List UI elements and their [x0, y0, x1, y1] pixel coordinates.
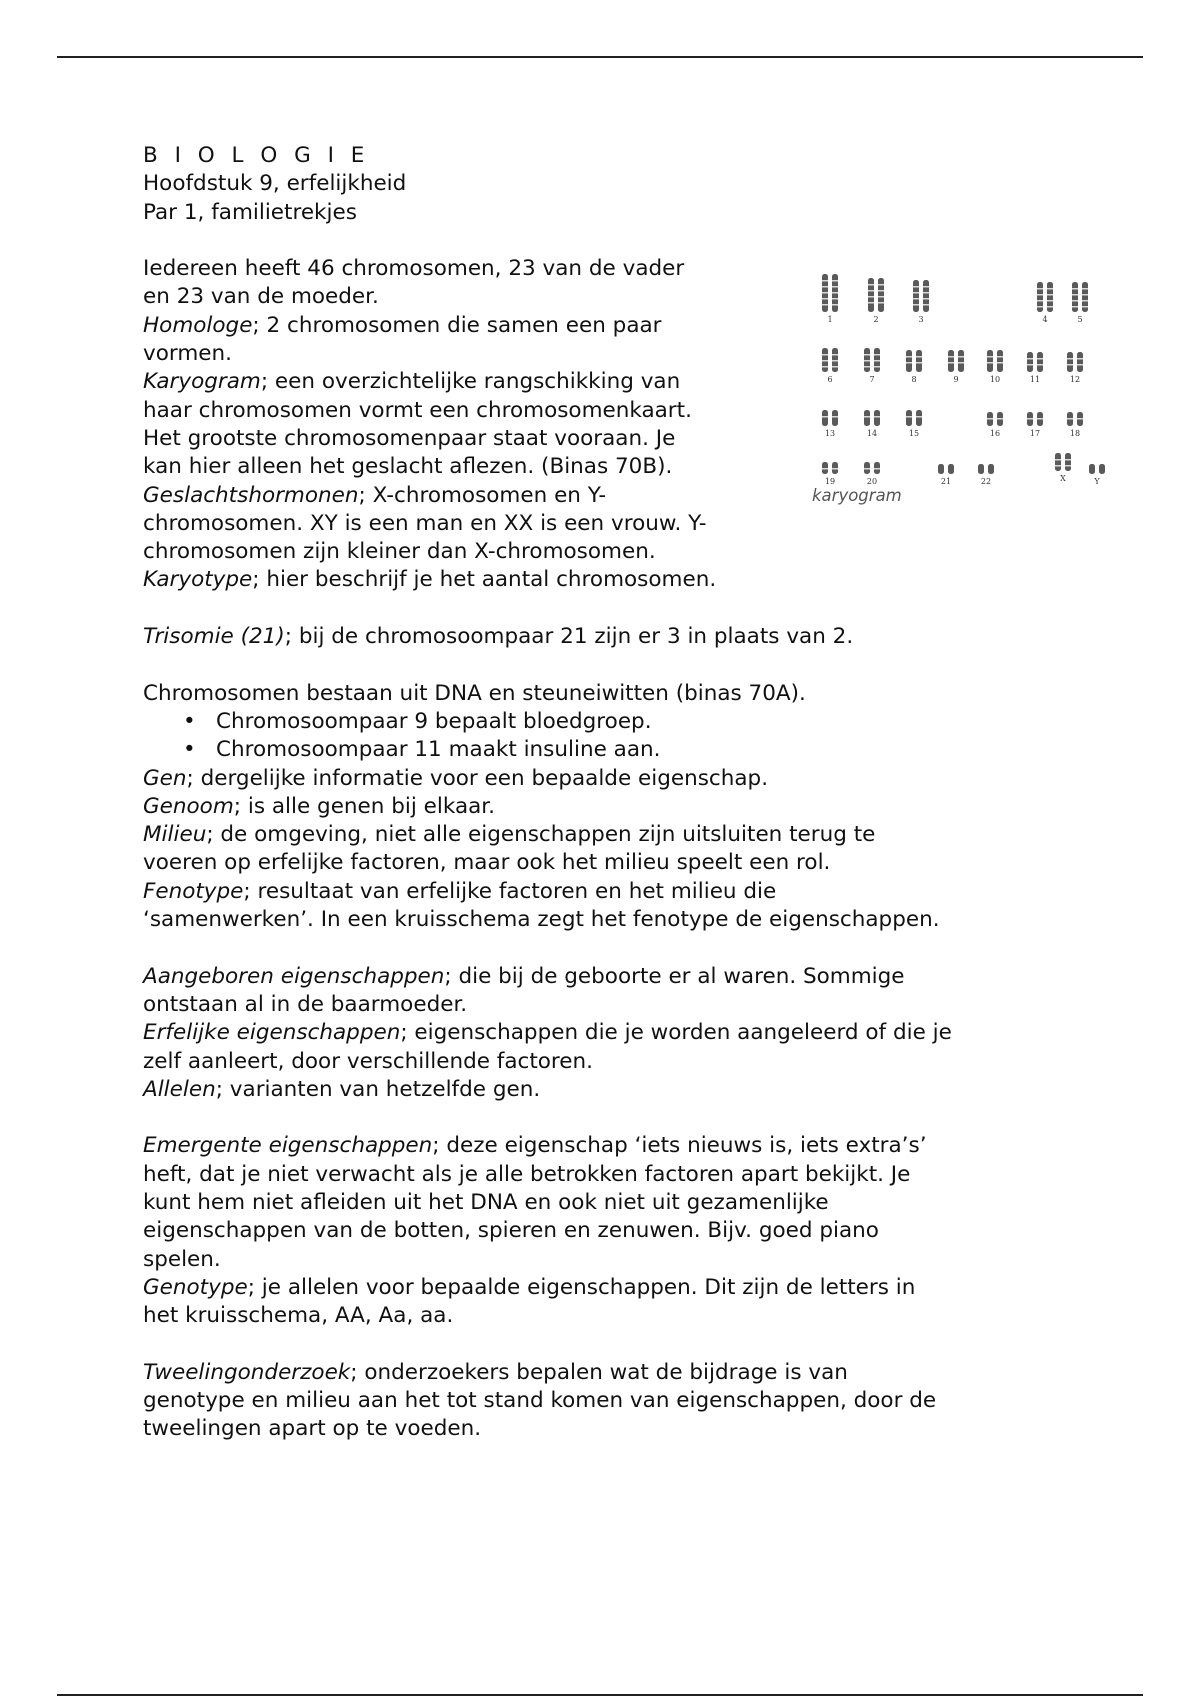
top-rule — [57, 56, 1143, 58]
definition-text: ‘samenwerken’. In een kruisschema zegt het fenotype de eigenschappen. — [143, 907, 940, 933]
intro-line: Iedereen heeft 46 chromosomen, 23 van de vader — [143, 256, 685, 282]
definition-text: voeren op erfelijke factoren, maar ook het milieu speelt een rol. — [143, 850, 831, 876]
term: Emergente eigenschappen — [143, 1133, 433, 1159]
term: Gen — [143, 765, 187, 791]
intro-line: en 23 van de moeder. — [143, 284, 379, 310]
definition-text: chromosomen. XY is een man en XX is een vrouw. Y- — [143, 510, 707, 536]
term: Tweelingonderzoek — [143, 1359, 351, 1385]
chromosome-pair — [1072, 282, 1088, 312]
chromosome-label: X — [1060, 474, 1066, 483]
definition-genotype: Genotype; je allelen voor bepaalde eigenschappen. Dit zijn de letters in — [143, 1274, 916, 1300]
chapter-title: Hoofdstuk 9, erfelijkheid — [143, 171, 407, 197]
chromosome-pair — [948, 350, 964, 372]
chromosome-label: 10 — [989, 375, 1001, 384]
definition-geslachtshormonen: Geslachtshormonen; X-chromosomen en Y- — [143, 482, 607, 508]
term: Milieu — [143, 822, 207, 848]
definition-emergente: Emergente eigenschappen; deze eigenschap ‘iets nieuws is, iets extra’s’ — [143, 1133, 927, 1159]
chromosome-label: 17 — [1029, 429, 1041, 438]
definition-text: kunt hem niet afleiden uit het DNA en ook niet uit gezamenlijke — [143, 1189, 829, 1215]
definition-homologe: Homologe; 2 chromosomen die samen een paar — [143, 312, 662, 338]
figure-caption: karyogram — [812, 486, 902, 505]
chromosome-pair — [987, 412, 1003, 426]
term: Homologe — [143, 312, 253, 338]
chromosome-label: 21 — [940, 477, 952, 486]
bottom-rule — [57, 1694, 1143, 1696]
term: Geslachtshormonen — [143, 482, 359, 508]
definition-allelen: Allelen; varianten van hetzelfde gen. — [143, 1076, 541, 1102]
dna-intro: Chromosomen bestaan uit DNA en steuneiwitten (binas 70A). — [143, 680, 806, 706]
term: Karyogram — [143, 369, 261, 395]
bullet-icon: • — [183, 737, 196, 763]
definition-milieu: Milieu; de omgeving, niet alle eigenschappen zijn uitsluiten terug te — [143, 822, 876, 848]
definition-text: chromosomen zijn kleiner dan X-chromosomen. — [143, 539, 656, 565]
chromosome-pair — [864, 462, 880, 474]
definition-text: heft, dat je niet verwacht als je alle betrokken factoren apart bekijkt. Je — [143, 1161, 911, 1187]
chromosome-label: 1 — [827, 315, 833, 324]
chromosome-pair — [913, 280, 929, 312]
list-item: • Chromosoompaar 11 maakt insuline aan. — [143, 736, 1093, 764]
term: Allelen — [143, 1076, 216, 1102]
definition-erfelijke: Erfelijke eigenschappen; eigenschappen die je worden aangeleerd of die je — [143, 1020, 952, 1046]
chromosome-label: 2 — [873, 315, 879, 324]
chromosome-label: 12 — [1069, 375, 1081, 384]
chromosome-label: 7 — [869, 375, 875, 384]
term: Karyotype — [143, 567, 253, 593]
chromosome-label: 15 — [908, 429, 920, 438]
chromosome-pair — [987, 350, 1003, 372]
chromosome-label: 11 — [1029, 375, 1041, 384]
chromosome-pair — [906, 350, 922, 372]
chromosome-pair — [822, 462, 838, 474]
chromosome-pair — [906, 410, 922, 426]
chromosome-pair — [1037, 282, 1053, 312]
definition-text: spelen. — [143, 1246, 221, 1272]
chromosome-pair — [864, 410, 880, 426]
chromosome-label: 4 — [1042, 315, 1048, 324]
chromosome-label: 18 — [1069, 429, 1081, 438]
chromosome-pair — [938, 464, 954, 474]
chromosome-pair — [864, 348, 880, 372]
chromosome-label: 13 — [824, 429, 836, 438]
chromosome-label: 6 — [827, 375, 833, 384]
chromosome-pair — [1027, 412, 1043, 426]
definition-karyogram: Karyogram; een overzichtelijke rangschikking van — [143, 369, 681, 395]
chromosome-pair — [822, 410, 838, 426]
definition-text: tweelingen apart op te voeden. — [143, 1416, 482, 1442]
bullet-icon: • — [183, 708, 196, 734]
chromosome-label: 20 — [866, 477, 878, 486]
chromosome-label: 8 — [911, 375, 917, 384]
chromosome-pair — [1067, 412, 1083, 426]
chromosome-label: 3 — [918, 315, 924, 324]
definition-tweeling: Tweelingonderzoek; onderzoekers bepalen wat de bijdrage is van — [143, 1359, 848, 1385]
definition-text: vormen. — [143, 341, 232, 367]
chromosome-pair — [868, 278, 884, 312]
definition-trisomie: Trisomie (21); bij de chromosoompaar 21 zijn er 3 in plaats van 2. — [143, 624, 854, 650]
chromosome-label: 22 — [980, 477, 992, 486]
term: Trisomie (21) — [143, 624, 285, 650]
chromosome-label: 19 — [824, 477, 836, 486]
definition-text: genotype en milieu aan het tot stand komen van eigenschappen, door de — [143, 1388, 937, 1414]
list-item: • Chromosoompaar 9 bepaalt bloedgroep. — [143, 708, 1093, 736]
definition-text: het kruisschema, AA, Aa, aa. — [143, 1303, 454, 1329]
chromosome-label: Y — [1094, 477, 1100, 486]
definition-genoom: Genoom; is alle genen bij elkaar. — [143, 793, 495, 819]
definition-text: haar chromosomen vormt een chromosomenkaart. — [143, 397, 692, 423]
chromosome-pair — [978, 464, 994, 474]
chromosome-pair — [1055, 453, 1071, 471]
chromosome-label: 16 — [989, 429, 1001, 438]
karyogram-figure — [808, 256, 1098, 505]
chromosome-label: 9 — [953, 375, 959, 384]
definition-text: kan hier alleen het geslacht aflezen. (Binas 70B). — [143, 454, 673, 480]
definition-fenotype: Fenotype; resultaat van erfelijke factoren en het milieu die — [143, 878, 777, 904]
definition-text: Het grootste chromosomenpaar staat vooraan. Je — [143, 425, 676, 451]
definition-text: eigenschappen van de botten, spieren en zenuwen. Bijv. goed piano — [143, 1218, 879, 1244]
term: Genotype — [143, 1274, 248, 1300]
definition-gen: Gen; dergelijke informatie voor een bepaalde eigenschap. — [143, 765, 769, 791]
definition-text: zelf aanleert, door verschillende factoren. — [143, 1048, 593, 1074]
chromosome-pair — [822, 274, 838, 312]
term: Fenotype — [143, 878, 244, 904]
definition-text: ontstaan al in de baarmoeder. — [143, 991, 468, 1017]
term: Genoom — [143, 793, 234, 819]
chromosome-label: 5 — [1077, 315, 1083, 324]
paragraph-title: Par 1, familietrekjes — [143, 199, 357, 225]
chromosome-label: 14 — [866, 429, 878, 438]
term: Erfelijke eigenschappen — [143, 1020, 401, 1046]
chromosome-pair — [1067, 352, 1083, 372]
karyogram-image — [808, 256, 1100, 486]
subject-title: B I O L O G I E — [143, 143, 370, 168]
definition-aangeboren: Aangeboren eigenschappen; die bij de geboorte er al waren. Sommige — [143, 963, 905, 989]
definition-karyotype: Karyotype; hier beschrijf je het aantal chromosomen. — [143, 567, 717, 593]
chromosome-pair — [1089, 464, 1105, 474]
term: Aangeboren eigenschappen — [143, 963, 445, 989]
chromosome-pair — [822, 348, 838, 372]
chromosome-pair — [1027, 352, 1043, 372]
